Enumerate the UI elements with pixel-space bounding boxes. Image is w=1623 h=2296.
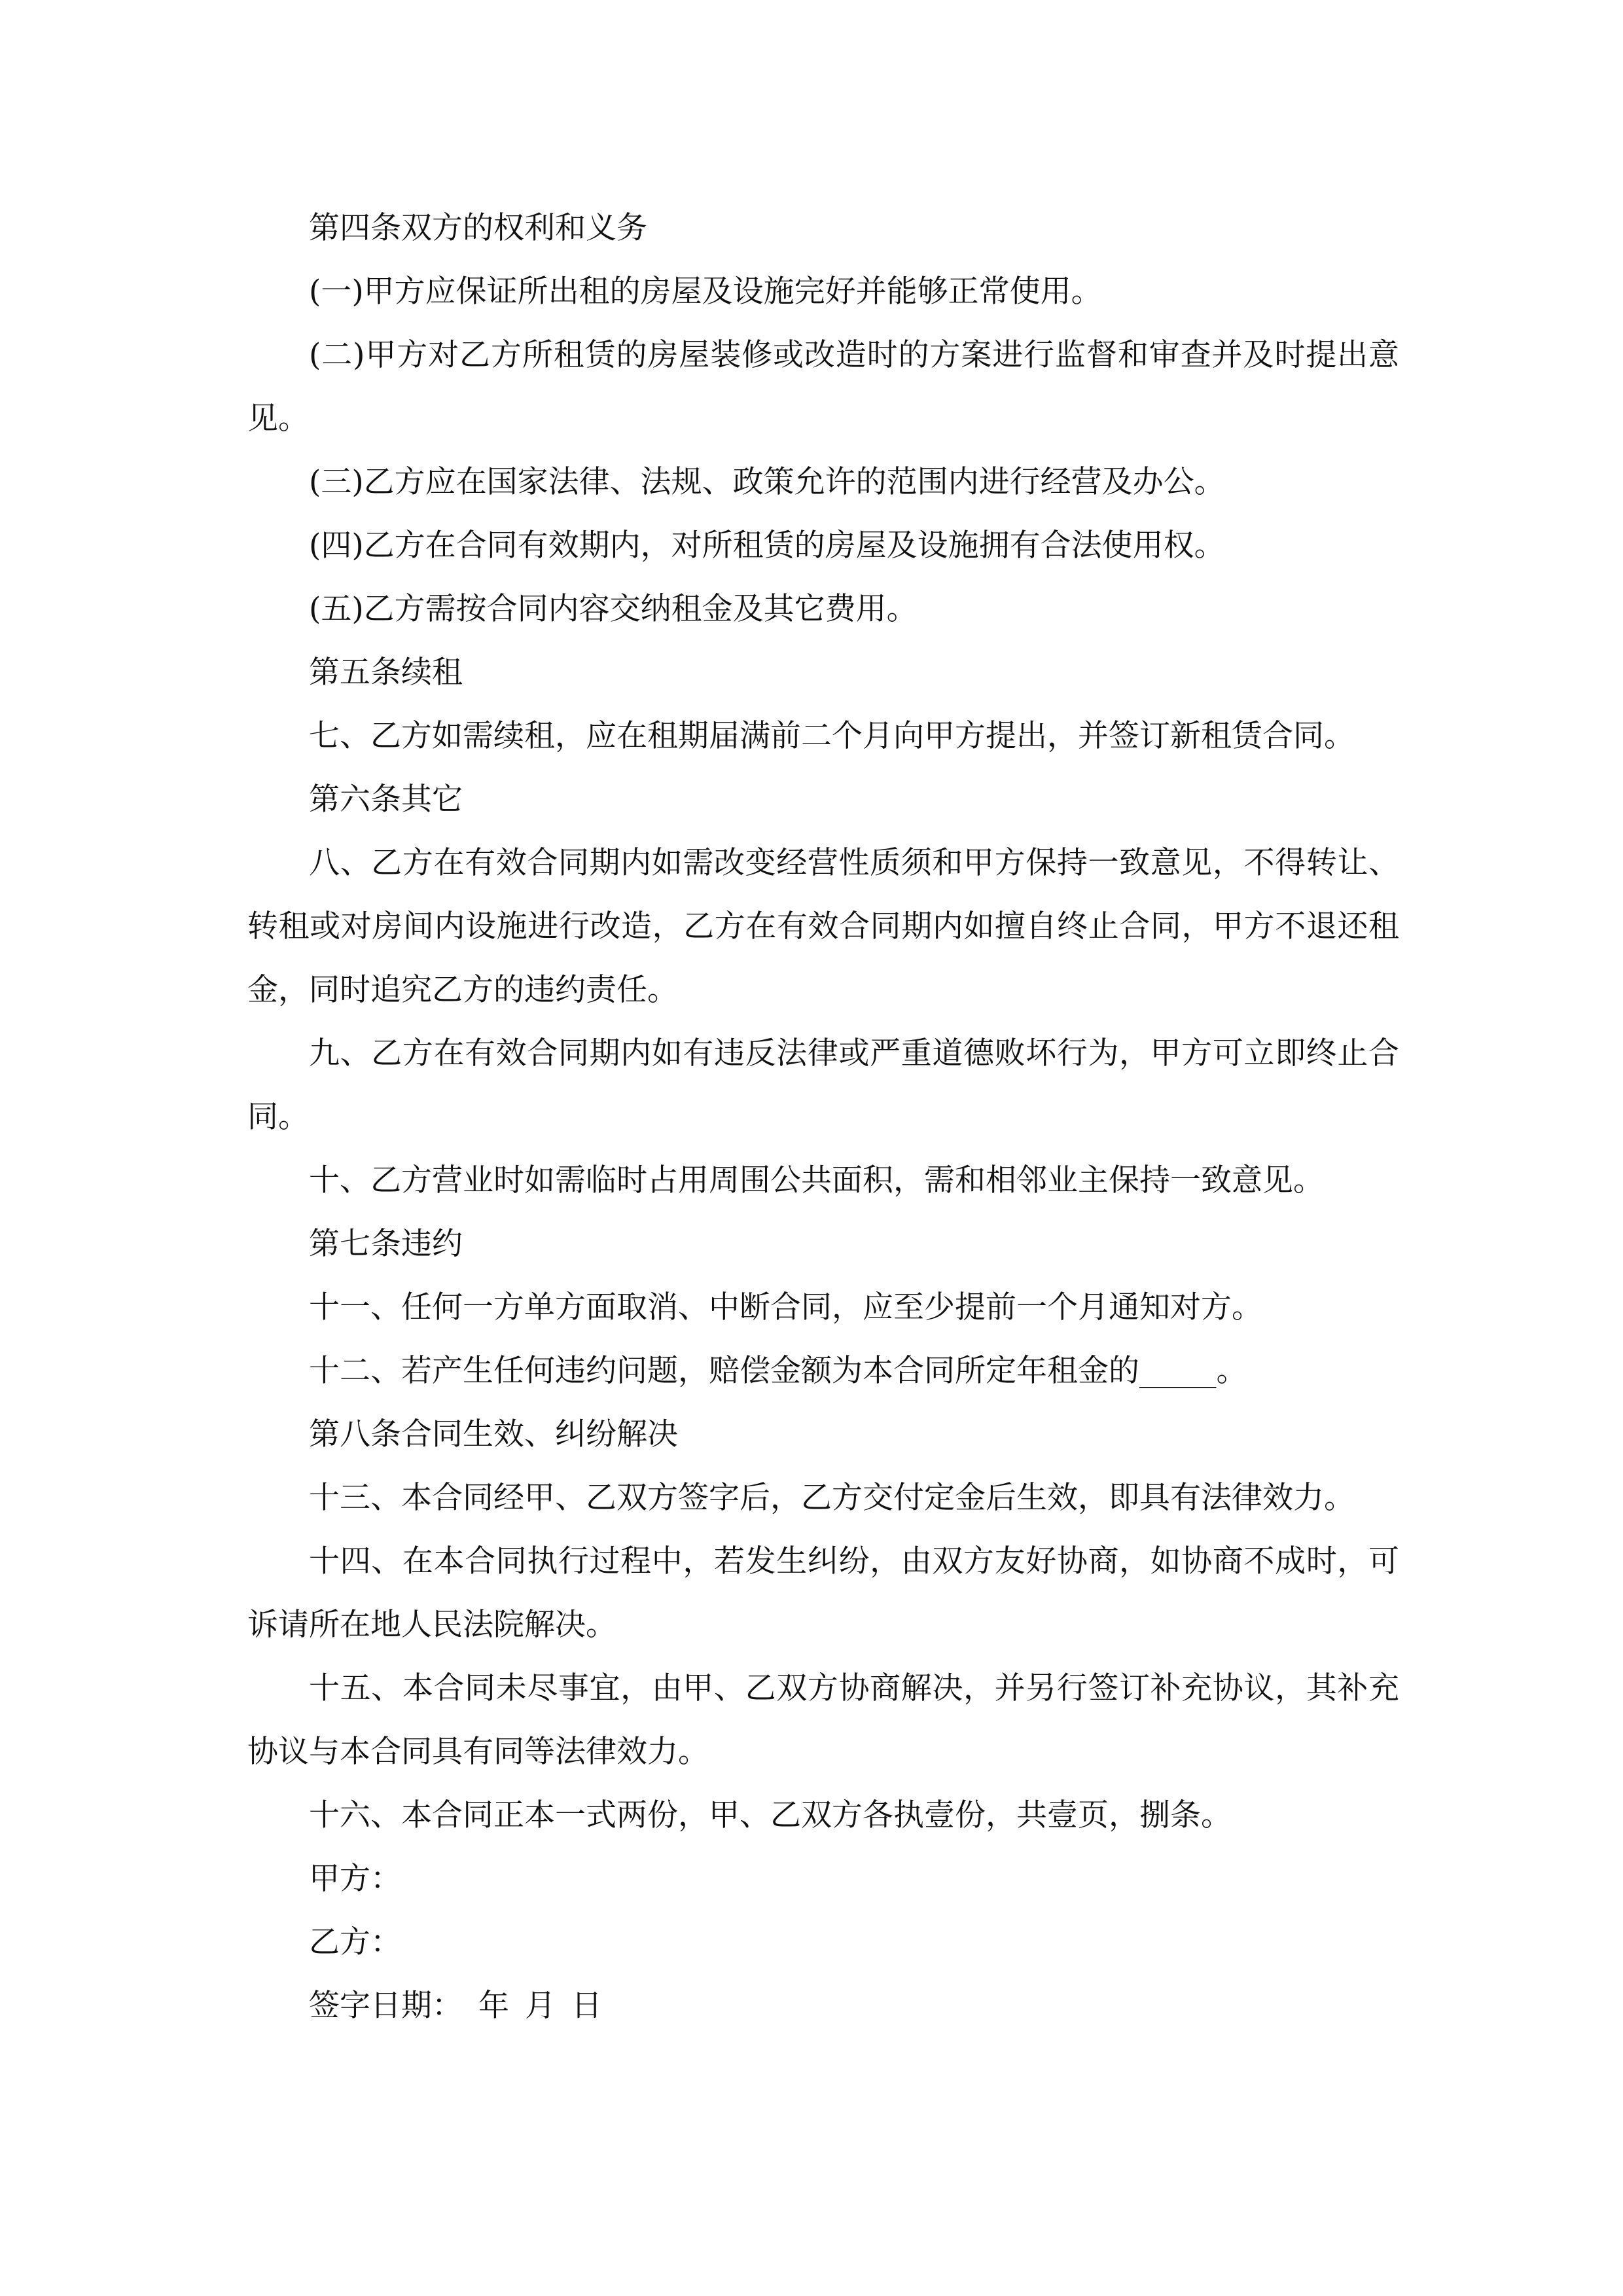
document-body [247, 196, 1399, 2037]
clause-10: 十、乙方营业时如需临时占用周围公共面积，需和相邻业主保持一致意见。 [309, 1162, 1324, 1198]
clause-15: 十五、本合同未尽事宜，由甲、乙双方协商解决，并另行签订补充协议，其补充协议与本合同具有同等法律效力。 [247, 1670, 1399, 1770]
party-b-signature [247, 1910, 1399, 1974]
clause-13: 十三、本合同经甲、乙双方签字后，乙方交付定金后生效，即具有法律效力。 [309, 1480, 1355, 1516]
party-b-label: 乙方： [309, 1924, 401, 1960]
clause-4-3: (三)乙方应在国家法律、法规、政策允许的范围内进行经营及办公。 [309, 464, 1225, 500]
clause-4-5: (五)乙方需按合同内容交纳租金及其它费用。 [309, 591, 918, 627]
date-label: 签字日期： [309, 1988, 463, 2024]
party-a-label: 甲方： [309, 1861, 401, 1897]
clause-12: 十二、若产生任何违约问题，赔偿金额为本合同所定年租金的_____。 [309, 1353, 1247, 1389]
clause-9: 九、乙方在有效合同期内如有违反法律或严重道德败坏行为，甲方可立即终止合同。 [247, 1035, 1399, 1135]
signature-date [247, 1974, 1399, 2037]
clause-7: 七、乙方如需续租，应在租期届满前二个月向甲方提出，并签订新租赁合同。 [309, 718, 1355, 754]
clause-4-2: (二)甲方对乙方所租赁的房屋装修或改造时的方案进行监督和审查并及时提出意见。 [247, 337, 1399, 437]
article-4-heading: 第四条双方的权利和义务 [309, 210, 647, 246]
party-a-signature [247, 1847, 1399, 1910]
article-7-heading: 第七条违约 [309, 1226, 463, 1262]
clause-11: 十一、任何一方单方面取消、中断合同，应至少提前一个月通知对方。 [309, 1289, 1262, 1325]
date-year: 年 [478, 1988, 509, 2024]
article-8-heading: 第八条合同生效、纠纷解决 [309, 1416, 678, 1452]
clause-4-1: (一)甲方应保证所出租的房屋及设施完好并能够正常使用。 [309, 274, 1102, 310]
date-month: 月 [525, 1988, 556, 2024]
clause-14: 十四、在本合同执行过程中，若发生纠纷，由双方友好协商，如协商不成时，可诉请所在地人民法院解决。 [247, 1543, 1399, 1643]
article-6-heading: 第六条其它 [309, 781, 463, 817]
date-day: 日 [571, 1988, 602, 2024]
article-5-heading: 第五条续租 [309, 655, 463, 691]
clause-16: 十六、本合同正本一式两份，甲、乙双方各执壹份，共壹页，捌条。 [309, 1797, 1232, 1833]
clause-8: 八、乙方在有效合同期内如需改变经营性质须和甲方保持一致意见，不得转让、转租或对房间内设施进行改造，乙方在有效合同期内如擅自终止合同，甲方不退还租金，同时追究乙方的违约责任。 [247, 845, 1399, 1008]
clause-4-4: (四)乙方在合同有效期内，对所租赁的房屋及设施拥有合法使用权。 [309, 528, 1225, 564]
